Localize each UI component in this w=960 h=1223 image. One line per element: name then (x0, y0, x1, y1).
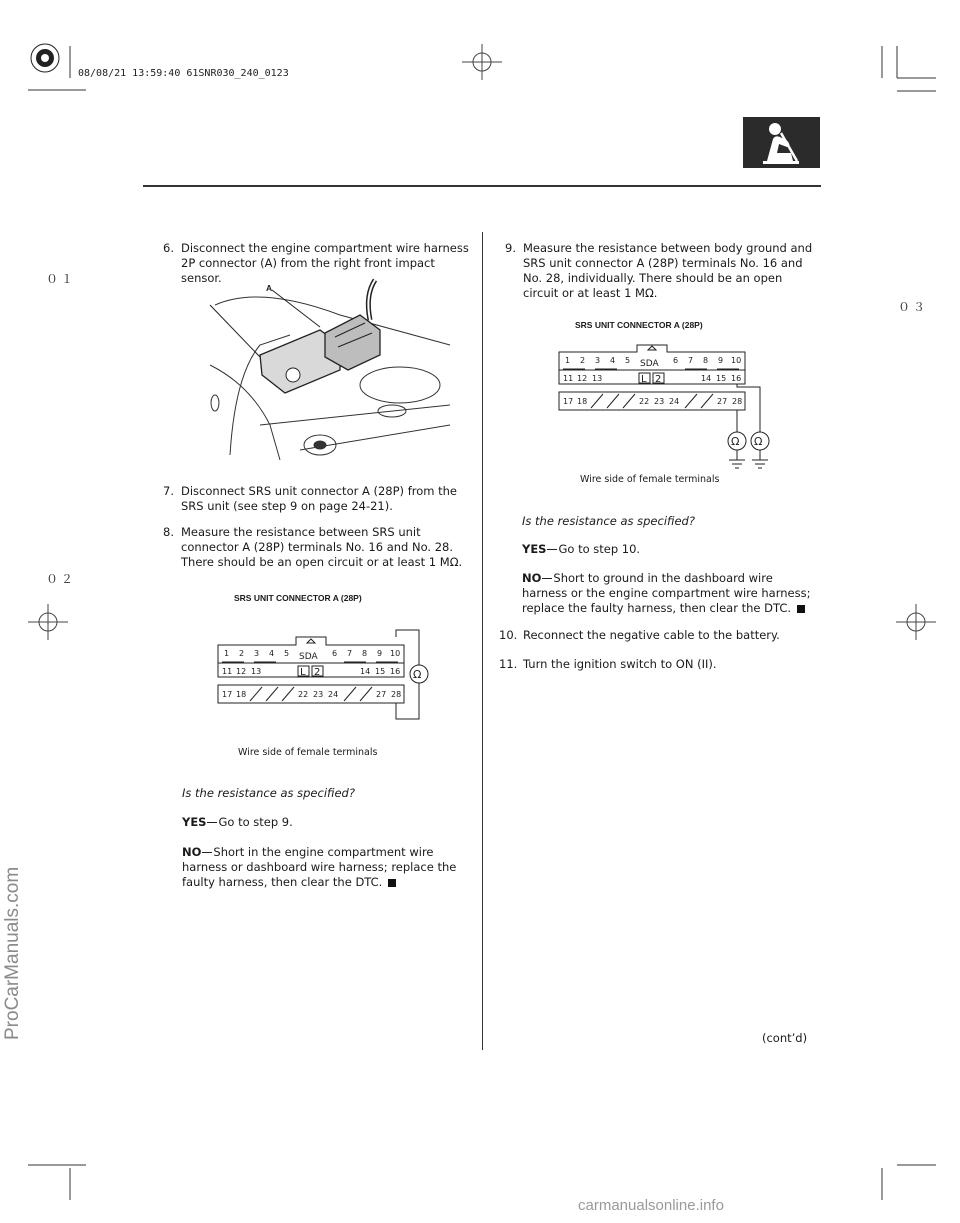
no-keyword: NO (182, 845, 202, 859)
no-text: replace the faulty harness, then clear the DTC. (522, 601, 792, 615)
terminal-label: 9 (377, 649, 383, 658)
step-number: 10. (499, 628, 518, 642)
terminal-label: 7 (688, 356, 694, 365)
footer-watermark: carmanualsonline.info (578, 1197, 724, 1214)
terminal-label: 1 (224, 649, 230, 658)
terminal-label: 4 (269, 649, 275, 658)
terminal-label: 11 (563, 374, 574, 383)
step-line: 2P connector (A) from the right front impact sensor. (181, 256, 435, 285)
margin-mark-03: ０３ (898, 300, 929, 314)
seatbelt-icon (743, 117, 820, 168)
terminal-label: 15 (716, 374, 727, 383)
terminal-label: 6 (332, 649, 338, 658)
impact-sensor-illustration (200, 275, 465, 465)
terminal-label: 2 (239, 649, 245, 658)
terminal-label: 5 (284, 649, 290, 658)
terminal-label: 15 (375, 667, 386, 676)
step-line: Measure the resistance between body ground and (523, 241, 813, 255)
no-branch-left (182, 845, 472, 890)
terminal-label: 18 (577, 397, 588, 406)
step-number: 11. (499, 657, 518, 671)
step-line: SRS unit connector A (28P) terminals No. 16 and (523, 256, 803, 270)
end-marker (388, 879, 396, 887)
figure-label-a: A (266, 283, 273, 293)
no-text: harness or the engine compartment wire harness; (522, 586, 811, 600)
step-10 (499, 628, 819, 643)
margin-mark-02: ０２ (46, 572, 77, 586)
no-text: Short in the engine compartment wire (213, 845, 434, 859)
step-number: 6. (163, 241, 174, 255)
terminal-label: 22 (298, 690, 309, 699)
terminal-label: 9 (718, 356, 724, 365)
step-line: Reconnect the negative cable to the battery. (523, 628, 780, 642)
terminal-label: 2 (580, 356, 586, 365)
step-9 (505, 241, 825, 301)
step-line: No. 28, individually. There should be an open (523, 271, 783, 285)
terminal-label: 23 (654, 397, 665, 406)
terminal-label: 17 (222, 690, 233, 699)
no-branch-right (522, 571, 822, 616)
terminal-label: 12 (577, 374, 588, 383)
svg-text:Ω: Ω (754, 435, 763, 448)
no-text: harness or dashboard wire harness; replace the (182, 860, 457, 874)
connector-key-label: SDA (640, 359, 659, 369)
terminal-label: 23 (313, 690, 324, 699)
terminal-label: 12 (236, 667, 247, 676)
step-number: 8. (163, 525, 174, 539)
terminal-label: 3 (595, 356, 601, 365)
terminal-label: 17 (563, 397, 574, 406)
step-number: 7. (163, 484, 174, 498)
step-11 (499, 657, 819, 672)
svg-text:Ω: Ω (731, 435, 740, 448)
column-divider (482, 232, 483, 1050)
connector-key-l: L (641, 374, 647, 385)
terminal-label: 14 (701, 374, 712, 383)
step-7 (163, 484, 473, 514)
question-left: Is the resistance as specified? (182, 786, 355, 800)
terminal-label: 27 (376, 690, 387, 699)
yes-text: Go to step 10. (558, 542, 641, 556)
connector-key-l: L (300, 667, 306, 678)
terminal-label: 10 (731, 356, 742, 365)
step-line: circuit or at least 1 MΩ. (523, 286, 658, 300)
step-line: SRS unit (see step 9 on page 24-21). (181, 499, 393, 513)
terminal-label: 18 (236, 690, 247, 699)
connector-diagram-left (214, 625, 439, 720)
step-8 (163, 525, 473, 570)
end-marker (797, 605, 805, 613)
terminal-label: 27 (717, 397, 728, 406)
yes-keyword: YES (182, 815, 207, 829)
terminal-label: 13 (592, 374, 603, 383)
yes-branch-right (522, 542, 640, 557)
connector-key-2: 2 (655, 374, 662, 385)
yes-branch-left (182, 815, 293, 830)
side-watermark: ProCarManuals.com (2, 866, 23, 1040)
terminal-label: 28 (391, 690, 402, 699)
terminal-label: 8 (362, 649, 368, 658)
step-line: Turn the ignition switch to ON (II). (523, 657, 717, 671)
continued-label: (cont’d) (762, 1031, 808, 1045)
terminal-label: 6 (673, 356, 679, 365)
step-number: 9. (505, 241, 516, 255)
terminal-label: 13 (251, 667, 262, 676)
terminal-label: 4 (610, 356, 616, 365)
step-line: Disconnect the engine compartment wire harness (181, 241, 469, 255)
no-keyword: NO (522, 571, 542, 585)
svg-text:Ω: Ω (413, 668, 422, 681)
connector-key-label: SDA (299, 652, 318, 662)
yes-text: Go to step 9. (218, 815, 293, 829)
terminal-label: 8 (703, 356, 709, 365)
terminal-label: 1 (565, 356, 571, 365)
terminal-label: 22 (639, 397, 650, 406)
terminal-label: 5 (625, 356, 631, 365)
question-right: Is the resistance as specified? (522, 514, 695, 528)
header-rule (143, 185, 821, 187)
connector-caption-left: Wire side of female terminals (238, 747, 378, 758)
terminal-label: 3 (254, 649, 260, 658)
no-text: faulty harness, then clear the DTC. (182, 875, 383, 889)
no-text: Short to ground in the dashboard wire (553, 571, 773, 585)
margin-mark-01: ０１ (46, 272, 77, 286)
terminal-label: 11 (222, 667, 233, 676)
terminal-label: 16 (731, 374, 742, 383)
step-line: There should be an open circuit or at least 1 MΩ. (181, 555, 463, 569)
connector-title-right: SRS UNIT CONNECTOR A (28P) (575, 320, 703, 330)
step-line: Measure the resistance between SRS unit (181, 525, 421, 539)
connector-caption-right: Wire side of female terminals (580, 474, 720, 485)
terminal-label: 28 (732, 397, 743, 406)
step-line: Disconnect SRS unit connector A (28P) from the (181, 484, 457, 498)
connector-title-left: SRS UNIT CONNECTOR A (28P) (234, 593, 362, 603)
terminal-label: 10 (390, 649, 401, 658)
connector-key-2: 2 (314, 667, 321, 678)
terminal-label: 14 (360, 667, 371, 676)
terminal-label: 7 (347, 649, 353, 658)
terminal-label: 24 (328, 690, 339, 699)
yes-keyword: YES (522, 542, 547, 556)
print-timestamp: 08/08/21 13:59:40 61SNR030_240_0123 (78, 68, 289, 79)
terminal-label: 16 (390, 667, 401, 676)
step-line: connector A (28P) terminals No. 16 and No. 28. (181, 540, 454, 554)
terminal-label: 24 (669, 397, 680, 406)
connector-diagram-right (555, 342, 785, 477)
